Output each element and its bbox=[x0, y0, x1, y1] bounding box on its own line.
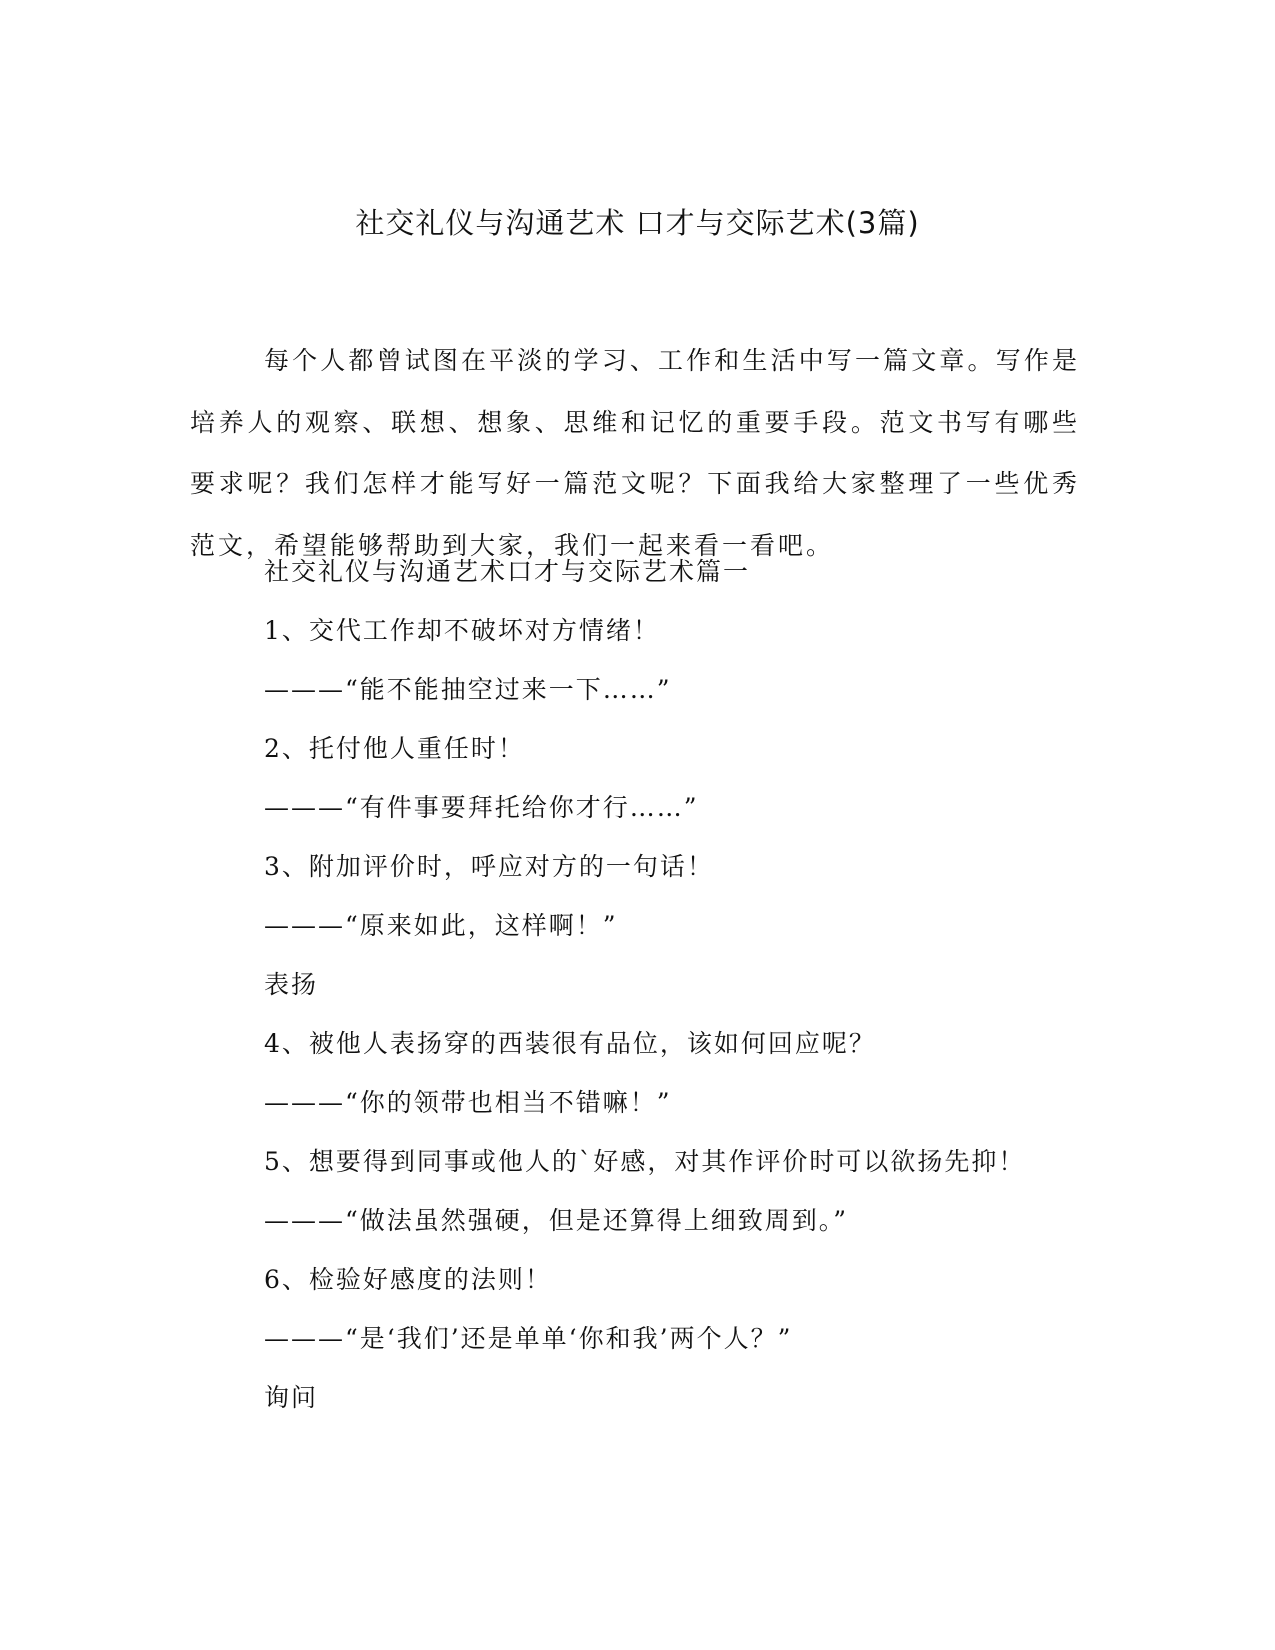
quote-line: ———“能不能抽空过来一下……” bbox=[264, 675, 672, 704]
subheading: 询问 bbox=[264, 1383, 319, 1412]
item-heading: 2、托付他人重任时！ bbox=[264, 734, 525, 763]
intro-paragraph: 每个人都曾试图在平淡的学习、工作和生活中写一篇文章。写作是培养人的观察、联想、想象、思维和记忆的重要手段。范文书写有哪些要求呢？我们怎样才能写好一篇范文呢？下面我给大家整理了一些优秀范文，希望能够帮助到大家，我们一起来看一看吧。 bbox=[190, 346, 1080, 560]
quote-line: ———“有件事要拜托给你才行……” bbox=[264, 793, 699, 822]
quote-line: ———“是‘我们’还是单单‘你和我’两个人？” bbox=[264, 1324, 793, 1353]
item-heading: 3、附加评价时，呼应对方的一句话！ bbox=[264, 852, 714, 881]
quote-line: ———“做法虽然强硬，但是还算得上细致周到。” bbox=[264, 1206, 849, 1235]
item-heading: 5、想要得到同事或他人的`好感，对其作评价时可以欲扬先抑！ bbox=[264, 1147, 1026, 1176]
section-heading: 社交礼仪与沟通艺术口才与交际艺术篇一 bbox=[264, 557, 751, 586]
quote-line: ———“原来如此，这样啊！” bbox=[264, 911, 618, 940]
quote-line: ———“你的领带也相当不错嘛！” bbox=[264, 1088, 672, 1117]
document-title: 社交礼仪与沟通艺术 口才与交际艺术(3篇) bbox=[355, 206, 920, 240]
item-heading: 1、交代工作却不破坏对方情绪！ bbox=[264, 616, 660, 645]
subheading: 表扬 bbox=[264, 970, 319, 999]
item-heading: 4、被他人表扬穿的西装很有品位，该如何回应呢？ bbox=[264, 1029, 876, 1058]
item-heading: 6、检验好感度的法则！ bbox=[264, 1265, 552, 1294]
